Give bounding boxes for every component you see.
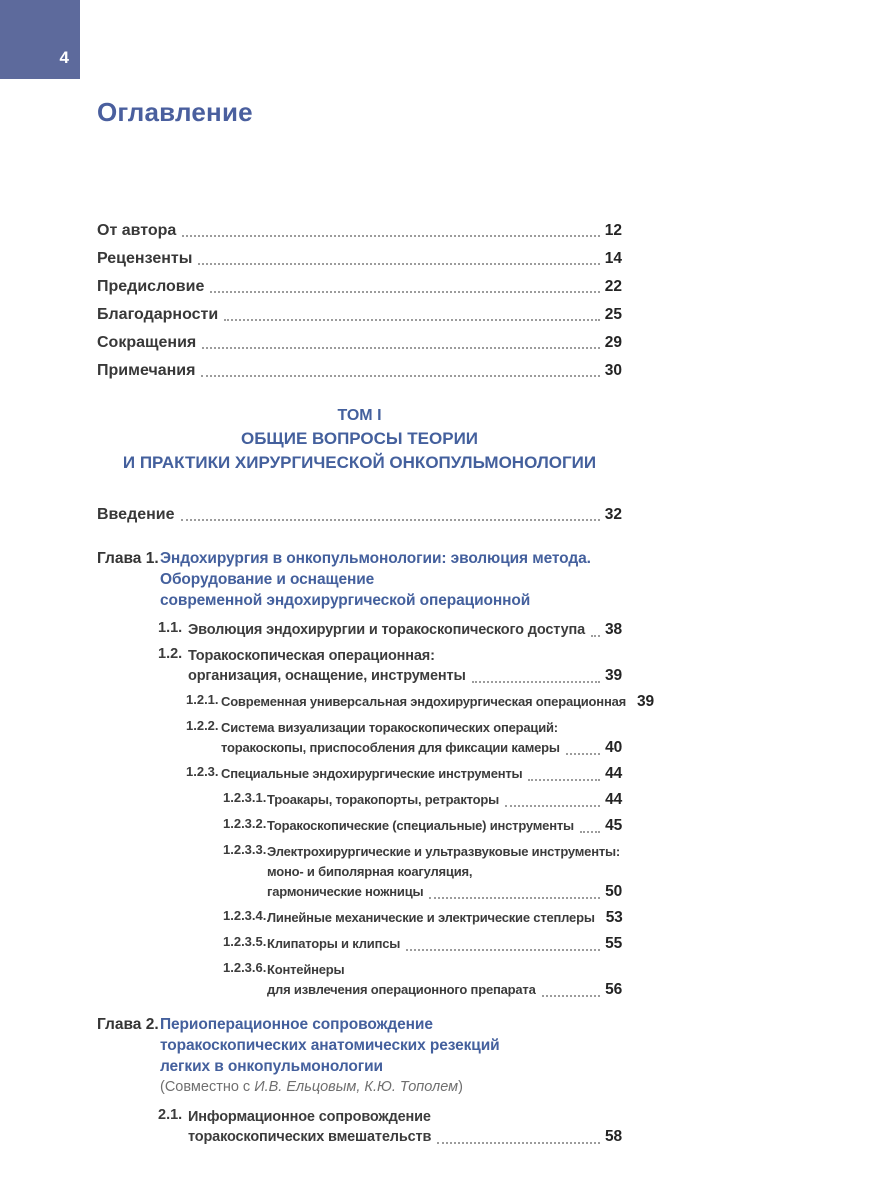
- dot-leader: [437, 1142, 600, 1144]
- toc-entry: [97, 790, 622, 810]
- entry-page-number: 53: [605, 909, 623, 926]
- chapter-label: Глава 1.: [97, 550, 159, 567]
- chapter-entries: [97, 1107, 622, 1147]
- toc-entry: [97, 646, 622, 686]
- chapter-title-line: Эндохирургия в онкопульмонологии: эволюция метода.: [160, 550, 591, 567]
- entry-number: 1.2.2.: [186, 718, 219, 733]
- entry-number: 1.2.3.5.: [223, 934, 267, 949]
- entry-title: Специальные эндохирургические инструменты: [221, 766, 523, 781]
- dot-leader: [202, 347, 600, 349]
- toc-entry: [97, 1107, 622, 1147]
- entry-title: Торакоскопические (специальные) инструменты: [267, 818, 574, 833]
- chapter-coauthors: [160, 1077, 622, 1098]
- toc-row-page: 25: [604, 306, 622, 323]
- entry-title: Линейные механические и электрические степлеры: [267, 910, 595, 925]
- dot-leader: [224, 319, 600, 321]
- entry-number: 1.2.3.4.: [223, 908, 267, 923]
- toc-row-page: 22: [604, 278, 622, 295]
- dot-leader: [580, 831, 600, 833]
- dot-leader: [591, 635, 600, 637]
- chapter-block: [97, 548, 654, 1000]
- entry-number: 1.2.3.3.: [223, 842, 267, 857]
- dot-leader: [181, 519, 600, 521]
- chapter-label: Глава 2.: [97, 1016, 159, 1033]
- toc-row-label: Благодарности: [97, 306, 219, 323]
- coauthors-names: И.В. Ельцовым, К.Ю. Тополем: [254, 1079, 459, 1095]
- entry-number: 1.2.3.: [186, 764, 219, 779]
- volume-title-line: И ПРАКТИКИ ХИРУРГИЧЕСКОЙ ОНКОПУЛЬМОНОЛОГИИ: [122, 453, 597, 472]
- entry-page-number: 58: [605, 1128, 622, 1145]
- toc-entry: [97, 620, 622, 640]
- entry-title: Современная универсальная эндохирургическая операционная: [221, 694, 627, 709]
- toc-row-page: 14: [604, 250, 622, 267]
- entry-title: Эволюция эндохирургии и торакоскопического доступа: [188, 622, 585, 638]
- toc-entry: [97, 692, 654, 712]
- entry-page-number: 39: [605, 667, 622, 684]
- dot-leader: [528, 779, 600, 781]
- toc-row-label: От автора: [97, 222, 177, 239]
- toc-row-page: 32: [604, 506, 622, 523]
- dot-leader: [429, 897, 600, 899]
- toc-row-page: 12: [604, 222, 622, 239]
- chapter-entries: [97, 620, 654, 1000]
- toc-row: [97, 505, 622, 524]
- entry-title: Система визуализации торакоскопических операций:: [221, 720, 558, 735]
- toc-entry: [97, 816, 622, 836]
- dot-leader: [210, 291, 599, 293]
- toc-row: [97, 249, 622, 268]
- toc-content: [97, 0, 654, 1153]
- entry-title: Торакоскопическая операционная:: [188, 648, 435, 664]
- entry-number: 1.1.: [158, 620, 183, 636]
- dot-leader: [472, 681, 600, 683]
- chapter-title-line: торакоскопических анатомических резекций: [160, 1037, 500, 1054]
- dot-leader: [505, 805, 600, 807]
- toc-entry: [97, 718, 622, 758]
- entry-page-number: 39: [637, 693, 654, 710]
- chapter-title-line: современной эндохирургической операционной: [160, 592, 531, 609]
- entry-number: 1.2.3.6.: [223, 960, 267, 975]
- entry-title: моно- и биполярная коагуляция,: [267, 864, 473, 879]
- coauthors-prefix: (Совместно с: [160, 1079, 255, 1095]
- entry-page-number: 55: [605, 935, 622, 952]
- toc-entry: [97, 960, 622, 1000]
- entry-title: Троакары, торакопорты, ретракторы: [267, 792, 500, 807]
- entry-number: 1.2.3.2.: [223, 816, 267, 831]
- chapter-title-line: легких в онкопульмонологии: [160, 1058, 383, 1075]
- toc-row: [97, 305, 622, 324]
- volume-heading: [97, 405, 622, 475]
- entry-page-number: 45: [605, 817, 622, 834]
- toc-row-label: Примечания: [97, 362, 196, 379]
- toc-entry: [97, 908, 622, 928]
- entry-title: торакоскопы, приспособления для фиксации камеры: [221, 740, 560, 755]
- dot-leader: [198, 263, 599, 265]
- toc-row-label: Сокращения: [97, 334, 197, 351]
- chapter-title: [160, 548, 591, 611]
- entry-page-number: 44: [605, 791, 622, 808]
- toc-row: [97, 221, 622, 240]
- entry-page-number: 56: [605, 981, 622, 998]
- dot-leader: [182, 235, 599, 237]
- chapter-title-line: Оборудование и оснащение: [160, 571, 375, 588]
- dot-leader: [542, 995, 601, 997]
- toc-row: [97, 333, 622, 352]
- entry-number: 1.2.1.: [186, 692, 219, 707]
- entry-title: Электрохирургические и ультразвуковые инструменты:: [267, 844, 621, 859]
- toc-row: [97, 277, 622, 296]
- toc-entry: [97, 842, 622, 902]
- toc-row-label: Рецензенты: [97, 250, 193, 267]
- page-number: 4: [59, 48, 69, 67]
- entry-title: торакоскопических вмешательств: [188, 1129, 432, 1145]
- chapter-heading: [97, 1014, 622, 1077]
- dot-leader: [406, 949, 600, 951]
- entry-title: для извлечения операционного препарата: [267, 982, 536, 997]
- toc-row: [97, 361, 622, 380]
- toc-row-label: Предисловие: [97, 278, 205, 295]
- entry-page-number: 38: [605, 621, 622, 638]
- entry-title: гармонические ножницы: [267, 884, 424, 899]
- entry-title: организация, оснащение, инструменты: [188, 668, 466, 684]
- entry-number: 2.1.: [158, 1107, 183, 1123]
- front-matter-list: [97, 221, 622, 380]
- entry-page-number: 50: [605, 883, 622, 900]
- entry-page-number: 40: [605, 739, 622, 756]
- toc-row-page: 30: [604, 362, 622, 379]
- chapter-heading: [97, 548, 622, 611]
- toc-row-page: 29: [604, 334, 622, 351]
- entry-title: Клипаторы и клипсы: [267, 936, 401, 951]
- chapter-title: [160, 1014, 500, 1077]
- toc-entry: [97, 934, 622, 954]
- dot-leader: [201, 375, 599, 377]
- entry-number: 1.2.3.1.: [223, 790, 267, 805]
- chapter-title-line: Периоперационное сопровождение: [160, 1016, 433, 1033]
- page-title: Оглавление: [97, 97, 253, 127]
- toc-row-label: Введение: [97, 506, 175, 523]
- entry-number: 1.2.: [158, 646, 183, 662]
- entry-title: Контейнеры: [267, 962, 345, 977]
- dot-leader: [566, 753, 600, 755]
- coauthors-suffix: ): [458, 1079, 463, 1095]
- entry-page-number: 44: [605, 765, 622, 782]
- volume-title-line: ОБЩИЕ ВОПРОСЫ ТЕОРИИ: [240, 429, 479, 448]
- toc-entry: [97, 764, 622, 784]
- chapter-block: [97, 1014, 622, 1147]
- page-number-block: [0, 0, 80, 79]
- volume-number: ТОМ I: [337, 407, 382, 424]
- introduction-row-wrap: [97, 505, 622, 524]
- entry-title: Информационное сопровождение: [188, 1109, 431, 1125]
